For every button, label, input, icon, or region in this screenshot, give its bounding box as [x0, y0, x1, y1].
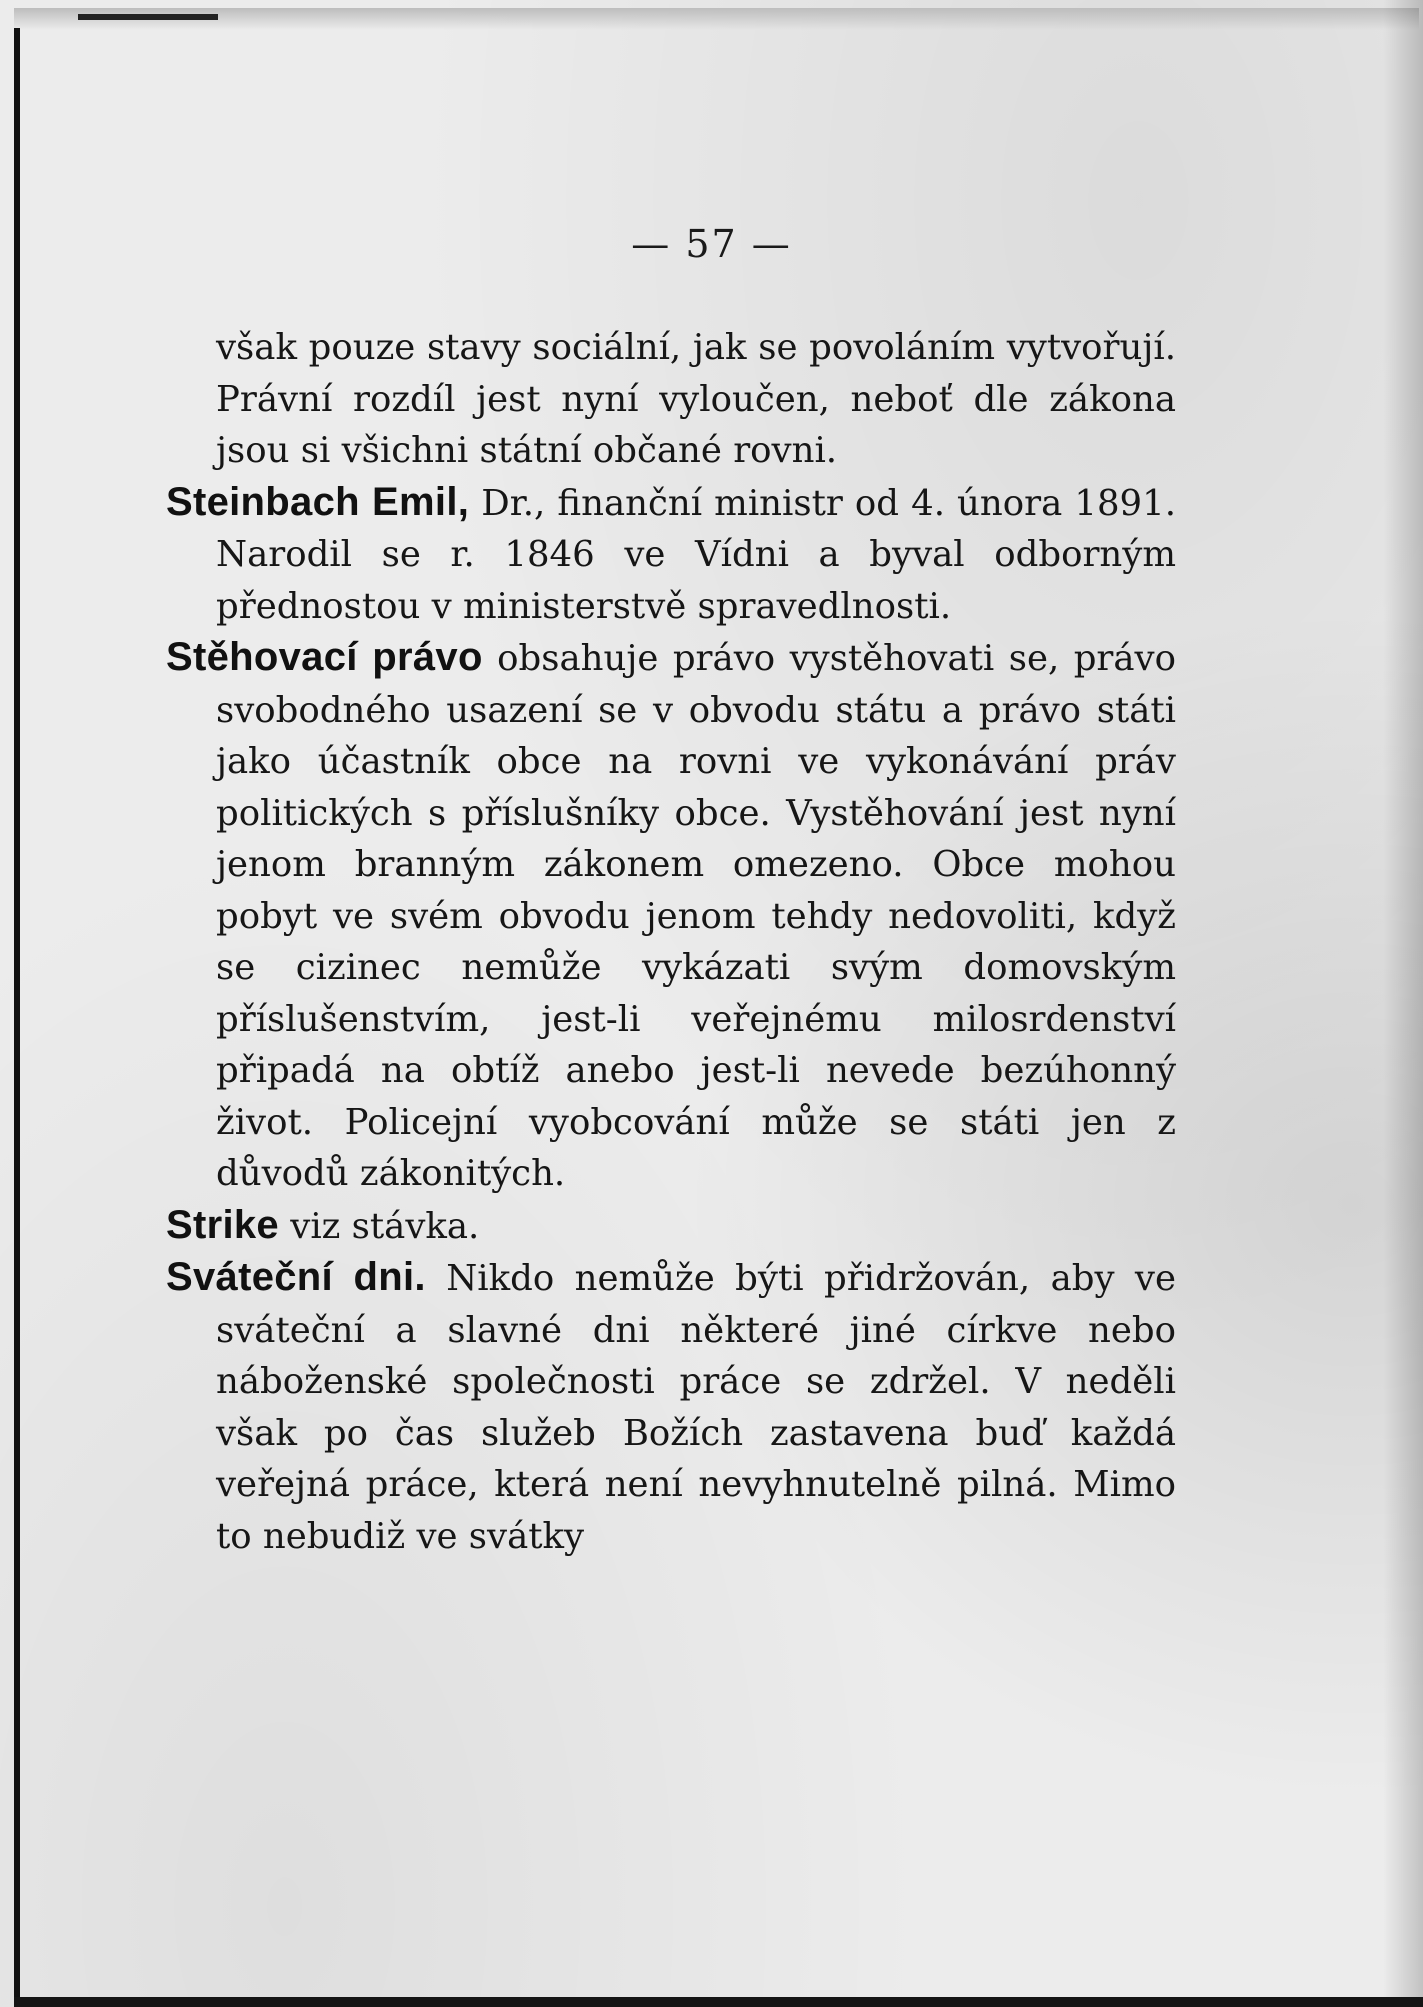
entry-steinbach [166, 477, 1176, 633]
entry-heading: Stěhovací právo [166, 635, 483, 679]
entry-heading: Sváteční dni. [166, 1255, 426, 1299]
entry-continuation [166, 322, 1176, 477]
entry-strike [166, 1200, 1176, 1253]
entry-stehovaci-pravo [166, 632, 1176, 1200]
page-bottom-edge [14, 1997, 1423, 2007]
entry-text: však pouze stavy sociální, jak se povoláním vytvořují. Právní rozdíl jest nyní vyloučen, neboť dle zákona jsou si všichni státní občané rovni. [216, 327, 1176, 471]
page-top-mark [78, 14, 218, 20]
entry-text: viz stávka. [278, 1205, 480, 1247]
page-top-edge [14, 8, 1419, 30]
page-number: — 57 — [631, 222, 792, 266]
page-left-edge [14, 28, 20, 2003]
entry-heading: Steinbach Emil, [166, 479, 470, 524]
entry-text: obsahuje právo vystěhovati se, právo svobodného usazení se v obvodu státu a právo státi jako účastník obce na rovni ve vykonávání práv politických s příslušníky obce. Vystěhování jest nyní jenom branným zákonem omezeno. Obce mohou pobyt ve svém obvodu jenom tehdy nedovoliti, když se cizinec nemůže vykázati svým domovským příslušenstvím, jest-li veřejnému milosrdenství připadá na obtíž anebo jest-li nevede bezúhonný život. Policejní vyobcování může se státi jen z důvodů zákonitých. [216, 638, 1176, 1194]
entry-heading: Strike [166, 1202, 279, 1247]
page-right-shadow [1383, 0, 1423, 2007]
entry-svatecni-dni [166, 1252, 1176, 1562]
entry-text: Nikdo nemůže býti přidržován, aby ve sváteční a slavné dni některé jiné církve nebo náboženské společnosti práce se zdržel. V neděli však po čas služeb Božích zastavena buď každá veřejná práce, která není nevyhnutelně pilná. Mimo to nebudiž ve svátky [216, 1258, 1176, 1557]
entry-text: Dr., finanční ministr od 4. února 1891. Narodil se r. 1846 ve Vídni a byval odborným přednostou v ministerstvě spravedlnosti. [216, 482, 1177, 627]
body-text [166, 322, 1176, 1562]
